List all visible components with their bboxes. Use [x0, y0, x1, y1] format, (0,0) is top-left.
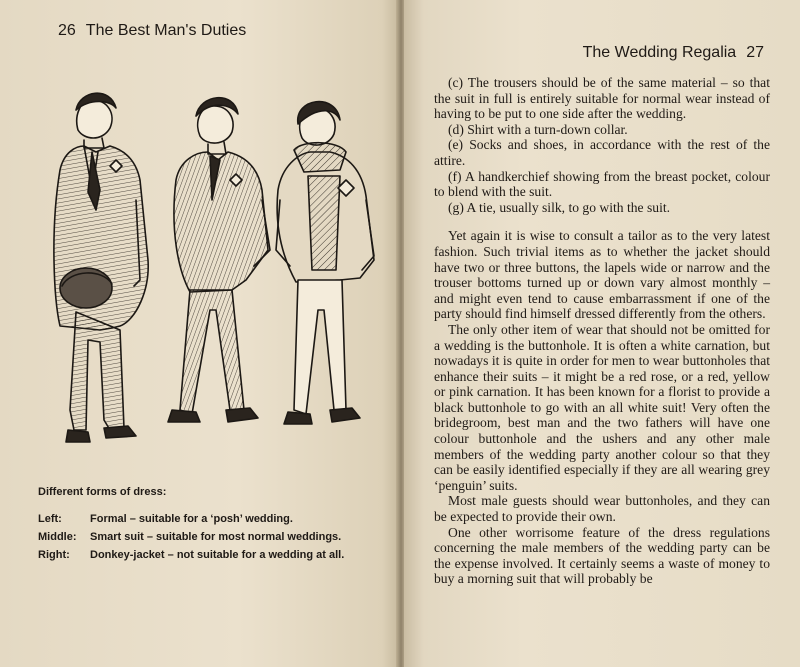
caption-text: Formal – suitable for a ‘posh’ wedding. — [90, 513, 293, 525]
caption-row — [38, 528, 378, 546]
left-page-number: 26 — [58, 22, 76, 39]
body-paragraph: Most male guests should wear buttonholes, and they can be expected to provide their own. — [434, 493, 770, 525]
list-item-paragraph: (e) Socks and shoes, in accordance with the rest of the attire. — [434, 137, 770, 168]
caption-label: Right: — [38, 549, 70, 561]
body-paragraph: One other worrisome feature of the dress regulations concerning the male members of the wedding party can be the expense involved. It certainly seems a waste of money to buy a morning suit that will probably be — [434, 524, 770, 587]
caption-text: Smart suit – suitable for most normal weddings. — [90, 531, 342, 543]
body-text — [434, 75, 770, 587]
list-item-paragraph: (f) A handkerchief showing from the breast pocket, colour to blend with the suit. — [434, 168, 770, 200]
list-item-paragraph: (g) A tie, usually silk, to go with the suit. — [448, 199, 671, 215]
left-page-header — [58, 22, 246, 40]
donkey-jacket-figure — [276, 102, 374, 424]
three-men-illustration — [40, 80, 390, 460]
list-item-paragraph: (d) Shirt with a turn-down collar. — [448, 121, 628, 137]
caption-label: Middle: — [38, 531, 77, 543]
right-running-head: The Wedding Regalia — [582, 44, 737, 61]
formal-suit-figure — [54, 93, 148, 442]
right-page-number: 27 — [746, 44, 764, 61]
smart-suit-figure — [168, 98, 270, 422]
illustration-caption — [38, 486, 378, 564]
left-running-head: The Best Man's Duties — [85, 22, 247, 39]
caption-title: Different forms of dress: — [38, 486, 167, 498]
left-page — [0, 0, 398, 667]
body-paragraph: Yet again it is wise to consult a tailor as to the very latest fashion. Such trivial items as to whether the jacket should have two or three buttons, the lapels wide or narrow and the trouser bottoms turned up or down vary almost monthly – and might even tend to cause embarrassment if one of the party should find himself dressed differently from the others. — [434, 228, 770, 322]
caption-text: Donkey-jacket – not suitable for a wedding at all. — [90, 549, 345, 561]
caption-row — [38, 510, 378, 528]
right-page-header — [583, 44, 764, 62]
caption-label: Left: — [38, 513, 62, 525]
list-item-paragraph: (c) The trousers should be of the same material – so that the suit in full is entirely suitable for normal wear instead of having to be put to one side after the wedding. — [434, 75, 770, 122]
body-paragraph: The only other item of wear that should not be omitted for a wedding is the buttonhole. It is often a white carnation, but nowadays it is quite in order for men to wear buttonholes that enhance their suits – it might be a red rose, or a red, yellow or pink carnation. It has been known for a florist to provide a black buttonhole to go with an all white suit! Very often the bridegroom, best man and the two fathers will have one colour buttonhole and the ushers and any other male members of the wedding party another colour so that they can be easily identified especially if they are all wearing grey ‘penguin’ suits. — [434, 321, 770, 493]
caption-row — [38, 546, 378, 564]
